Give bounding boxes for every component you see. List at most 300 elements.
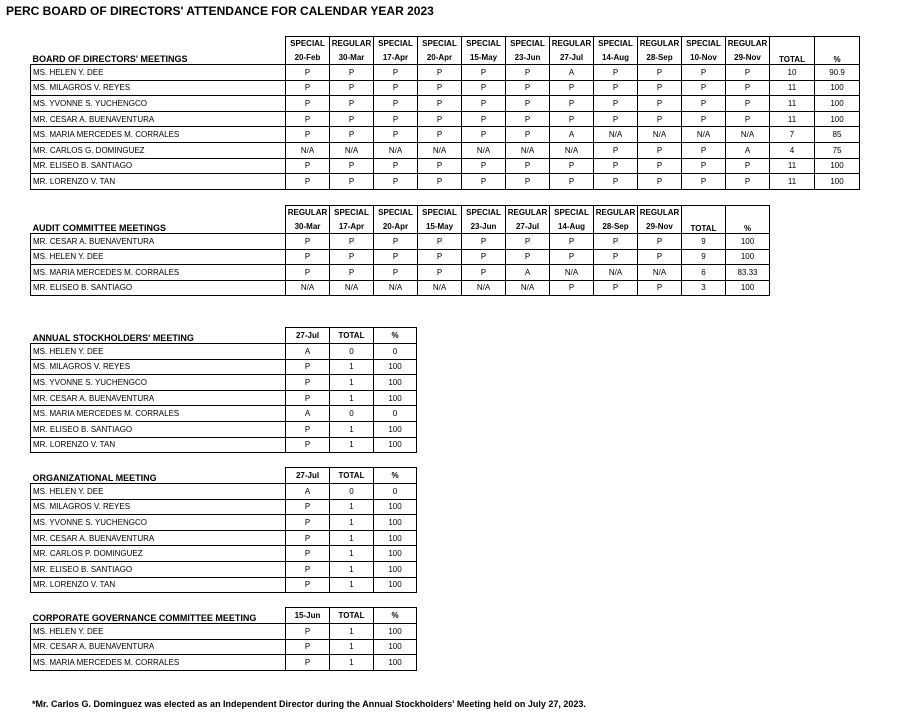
pct-cell: 100: [726, 234, 770, 250]
attendance-cell: P: [286, 546, 330, 562]
header-date-row: [31, 51, 860, 65]
attendance-cell: P: [330, 127, 374, 143]
pct-cell: 85: [815, 127, 860, 143]
total-cell: 1: [330, 530, 374, 546]
total-cell: 6: [682, 265, 726, 281]
attendance-cell: P: [726, 96, 770, 112]
attendance-cell: A: [506, 265, 550, 281]
attendance-cell: P: [506, 127, 550, 143]
table-row: [31, 174, 860, 190]
attendance-cell: P: [462, 158, 506, 174]
total-cell: 1: [330, 437, 374, 453]
total-cell: 1: [330, 515, 374, 531]
attendance-cell: P: [330, 111, 374, 127]
attendance-cell: P: [330, 96, 374, 112]
attendance-cell: P: [682, 142, 726, 158]
attendance-cell: P: [418, 265, 462, 281]
attendance-cell: P: [286, 249, 330, 265]
attendance-cell: P: [550, 234, 594, 250]
attendance-cell: P: [286, 158, 330, 174]
attendance-cell: P: [726, 158, 770, 174]
attendance-cell: P: [638, 111, 682, 127]
attendance-cell: N/A: [506, 280, 550, 296]
attendance-cell: P: [418, 174, 462, 190]
footnote: *Mr. Carlos G. Dominguez was elected as an Independent Director during the Annual Stockholders' Meeting held on July 27, 2023.: [32, 699, 586, 709]
attendance-cell: P: [418, 158, 462, 174]
director-name: MS. MARIA MERCEDES M. CORRALES: [31, 655, 286, 671]
total-cell: 1: [330, 639, 374, 655]
director-name: MR. ELISEO B. SANTIAGO: [31, 280, 286, 296]
meeting-date-header: 28-Sep: [638, 51, 682, 65]
table-row: [31, 561, 417, 577]
attendance-cell: P: [506, 158, 550, 174]
attendance-cell: P: [286, 499, 330, 515]
meeting-date-header: 14-Aug: [550, 220, 594, 234]
attendance-cell: N/A: [462, 280, 506, 296]
meeting-type-header: REGULAR: [638, 37, 682, 51]
attendance-cell: P: [374, 65, 418, 81]
header-blank-cell: [31, 206, 286, 220]
meeting-type-header: SPECIAL: [418, 206, 462, 220]
director-name: MR. LORENZO V. TAN: [31, 437, 286, 453]
total-cell: 1: [330, 624, 374, 640]
table-row: [31, 515, 417, 531]
attendance-cell: P: [594, 142, 638, 158]
table-row: [31, 655, 417, 671]
meeting-date-header: 23-Jun: [462, 220, 506, 234]
attendance-cell: P: [286, 624, 330, 640]
attendance-cell: P: [638, 234, 682, 250]
director-name: MS. MILAGROS V. REYES: [31, 359, 286, 375]
table-title: ANNUAL STOCKHOLDERS' MEETING: [31, 328, 286, 344]
meeting-type-header: SPECIAL: [462, 206, 506, 220]
pct-cell: 100: [374, 515, 417, 531]
attendance-cell: P: [374, 265, 418, 281]
meeting-date-header: 17-Apr: [374, 51, 418, 65]
table-row: [31, 280, 770, 296]
header-type-row: [31, 37, 860, 51]
attendance-cell: P: [286, 577, 330, 593]
table-row: [31, 359, 417, 375]
total-cell: 11: [770, 80, 815, 96]
total-cell: 0: [330, 406, 374, 422]
director-name: MS. YVONNE S. YUCHENGCO: [31, 375, 286, 391]
header-blank-cell: [31, 37, 286, 51]
attendance-cell: P: [286, 390, 330, 406]
meeting-type-header: REGULAR: [726, 37, 770, 51]
attendance-cell: P: [638, 174, 682, 190]
attendance-cell: P: [418, 127, 462, 143]
meeting-type-header: REGULAR: [506, 206, 550, 220]
attendance-cell: P: [726, 111, 770, 127]
meeting-date-header: 27-Jul: [550, 51, 594, 65]
organizational-meeting-table: [30, 467, 417, 593]
attendance-cell: N/A: [726, 127, 770, 143]
pct-cell: 100: [374, 375, 417, 391]
attendance-cell: P: [418, 96, 462, 112]
attendance-cell: P: [638, 280, 682, 296]
meeting-type-header: SPECIAL: [374, 206, 418, 220]
table-row: [31, 437, 417, 453]
attendance-cell: P: [506, 249, 550, 265]
table-row: [31, 158, 860, 174]
attendance-cell: P: [374, 80, 418, 96]
attendance-cell: P: [594, 174, 638, 190]
attendance-cell: P: [286, 437, 330, 453]
attendance-cell: N/A: [506, 142, 550, 158]
board-meetings-table: [30, 36, 860, 190]
table-row: [31, 265, 770, 281]
attendance-cell: P: [462, 234, 506, 250]
total-cell: 1: [330, 359, 374, 375]
director-name: MR. CESAR A. BUENAVENTURA: [31, 530, 286, 546]
attendance-cell: P: [506, 80, 550, 96]
table-title: ORGANIZATIONAL MEETING: [31, 468, 286, 484]
meeting-date-header: 28-Sep: [594, 220, 638, 234]
attendance-cell: P: [594, 96, 638, 112]
director-name: MS. MILAGROS V. REYES: [31, 80, 286, 96]
attendance-cell: P: [550, 174, 594, 190]
attendance-cell: P: [506, 174, 550, 190]
attendance-cell: N/A: [550, 142, 594, 158]
pct-cell: 100: [374, 437, 417, 453]
attendance-cell: P: [594, 80, 638, 96]
attendance-cell: P: [418, 234, 462, 250]
total-cell: 1: [330, 375, 374, 391]
meeting-date-header: 27-Jul: [286, 468, 330, 484]
attendance-cell: P: [550, 80, 594, 96]
table-title: CORPORATE GOVERNANCE COMMITTEE MEETING: [31, 608, 286, 624]
attendance-cell: P: [638, 142, 682, 158]
attendance-cell: N/A: [638, 127, 682, 143]
attendance-cell: N/A: [418, 142, 462, 158]
attendance-cell: N/A: [374, 280, 418, 296]
attendance-cell: P: [638, 65, 682, 81]
attendance-cell: P: [286, 174, 330, 190]
attendance-cell: P: [462, 127, 506, 143]
total-header: TOTAL: [330, 608, 374, 624]
pct-cell: 100: [815, 96, 860, 112]
director-name: MS. HELEN Y. DEE: [31, 624, 286, 640]
total-cell: 1: [330, 390, 374, 406]
attendance-cell: P: [286, 65, 330, 81]
pct-header: %: [374, 608, 417, 624]
total-cell: 7: [770, 127, 815, 143]
pct-cell: 100: [726, 280, 770, 296]
table-row: [31, 344, 417, 360]
attendance-cell: P: [330, 249, 374, 265]
director-name: MS. HELEN Y. DEE: [31, 344, 286, 360]
pct-header: %: [374, 468, 417, 484]
header-date-row: [31, 220, 770, 234]
director-name: MS. MARIA MERCEDES M. CORRALES: [31, 406, 286, 422]
director-name: MR. CARLOS G. DOMINGUEZ: [31, 142, 286, 158]
total-header: TOTAL: [770, 37, 815, 65]
meeting-type-header: REGULAR: [550, 37, 594, 51]
attendance-cell: P: [330, 80, 374, 96]
attendance-cell: P: [462, 265, 506, 281]
pct-cell: 100: [374, 577, 417, 593]
attendance-cell: P: [638, 249, 682, 265]
meeting-date-header: 15-May: [418, 220, 462, 234]
attendance-cell: P: [726, 80, 770, 96]
pct-cell: 0: [374, 344, 417, 360]
meeting-type-header: SPECIAL: [682, 37, 726, 51]
attendance-cell: P: [286, 359, 330, 375]
attendance-cell: P: [286, 375, 330, 391]
director-name: MS. YVONNE S. YUCHENGCO: [31, 515, 286, 531]
attendance-cell: P: [506, 96, 550, 112]
pct-cell: 100: [815, 158, 860, 174]
meeting-date-header: 10-Nov: [682, 51, 726, 65]
attendance-cell: P: [594, 111, 638, 127]
attendance-cell: P: [418, 111, 462, 127]
attendance-cell: N/A: [594, 127, 638, 143]
director-name: MS. MARIA MERCEDES M. CORRALES: [31, 127, 286, 143]
attendance-cell: N/A: [418, 280, 462, 296]
table-row: [31, 546, 417, 562]
total-cell: 1: [330, 499, 374, 515]
director-name: MR. CESAR A. BUENAVENTURA: [31, 234, 286, 250]
director-name: MR. CESAR A. BUENAVENTURA: [31, 639, 286, 655]
attendance-cell: P: [462, 65, 506, 81]
meeting-date-header: 15-May: [462, 51, 506, 65]
pct-cell: 100: [374, 530, 417, 546]
attendance-cell: P: [286, 530, 330, 546]
attendance-cell: P: [374, 158, 418, 174]
attendance-cell: P: [638, 158, 682, 174]
table-row: [31, 375, 417, 391]
attendance-cell: P: [550, 158, 594, 174]
attendance-cell: N/A: [330, 280, 374, 296]
total-cell: 1: [330, 577, 374, 593]
pct-cell: 75: [815, 142, 860, 158]
attendance-cell: P: [286, 265, 330, 281]
pct-cell: 100: [815, 174, 860, 190]
total-cell: 10: [770, 65, 815, 81]
table-row: [31, 421, 417, 437]
attendance-cell: P: [726, 65, 770, 81]
attendance-cell: P: [462, 174, 506, 190]
attendance-cell: P: [418, 65, 462, 81]
table-row: [31, 80, 860, 96]
meeting-date-header: 14-Aug: [594, 51, 638, 65]
meeting-type-header: REGULAR: [330, 37, 374, 51]
attendance-cell: P: [374, 249, 418, 265]
attendance-cell: P: [330, 234, 374, 250]
pct-cell: 0: [374, 484, 417, 500]
total-header: TOTAL: [330, 468, 374, 484]
pct-cell: 100: [374, 546, 417, 562]
meeting-date-header: 23-Jun: [506, 51, 550, 65]
attendance-cell: N/A: [550, 265, 594, 281]
table-row: [31, 577, 417, 593]
attendance-cell: N/A: [594, 265, 638, 281]
attendance-cell: P: [682, 96, 726, 112]
attendance-cell: A: [550, 127, 594, 143]
director-name: MS. HELEN Y. DEE: [31, 484, 286, 500]
attendance-cell: N/A: [638, 265, 682, 281]
pct-cell: 100: [374, 639, 417, 655]
meeting-type-header: REGULAR: [594, 206, 638, 220]
attendance-cell: P: [638, 96, 682, 112]
attendance-cell: P: [462, 111, 506, 127]
total-cell: 9: [682, 249, 726, 265]
total-cell: 1: [330, 561, 374, 577]
pct-header: %: [374, 328, 417, 344]
meeting-type-header: SPECIAL: [506, 37, 550, 51]
meeting-date-header: 29-Nov: [638, 220, 682, 234]
table-row: [31, 639, 417, 655]
meeting-date-header: 30-Mar: [330, 51, 374, 65]
attendance-cell: P: [374, 96, 418, 112]
total-cell: 11: [770, 174, 815, 190]
director-name: MR. ELISEO B. SANTIAGO: [31, 561, 286, 577]
attendance-cell: N/A: [374, 142, 418, 158]
attendance-cell: P: [374, 174, 418, 190]
director-name: MR. LORENZO V. TAN: [31, 174, 286, 190]
meeting-date-header: 20-Feb: [286, 51, 330, 65]
total-cell: 1: [330, 421, 374, 437]
meeting-date-header: 17-Apr: [330, 220, 374, 234]
attendance-cell: P: [330, 158, 374, 174]
attendance-cell: P: [330, 265, 374, 281]
total-cell: 11: [770, 96, 815, 112]
pct-cell: 100: [374, 561, 417, 577]
attendance-cell: P: [418, 249, 462, 265]
attendance-cell: P: [594, 65, 638, 81]
table-row: [31, 142, 860, 158]
meeting-type-header: SPECIAL: [462, 37, 506, 51]
pct-cell: 100: [374, 655, 417, 671]
table-row: [31, 111, 860, 127]
header-row: [31, 468, 417, 484]
attendance-cell: P: [286, 127, 330, 143]
table-row: [31, 234, 770, 250]
pct-cell: 100: [374, 624, 417, 640]
pct-cell: 0: [374, 406, 417, 422]
attendance-cell: P: [594, 280, 638, 296]
attendance-cell: P: [550, 249, 594, 265]
meeting-type-header: SPECIAL: [374, 37, 418, 51]
total-cell: 1: [330, 546, 374, 562]
director-name: MS. HELEN Y. DEE: [31, 249, 286, 265]
table-row: [31, 406, 417, 422]
attendance-cell: P: [682, 80, 726, 96]
director-name: MR. CESAR A. BUENAVENTURA: [31, 111, 286, 127]
table-row: [31, 499, 417, 515]
attendance-cell: P: [550, 280, 594, 296]
pct-header: %: [726, 206, 770, 234]
total-cell: 1: [330, 655, 374, 671]
attendance-cell: P: [418, 80, 462, 96]
director-name: MR. LORENZO V. TAN: [31, 577, 286, 593]
attendance-cell: P: [506, 111, 550, 127]
director-name: MS. YVONNE S. YUCHENGCO: [31, 96, 286, 112]
audit-committee-table: [30, 205, 770, 296]
pct-header: %: [815, 37, 860, 65]
meeting-type-header: REGULAR: [286, 206, 330, 220]
attendance-cell: A: [550, 65, 594, 81]
total-cell: 0: [330, 344, 374, 360]
pct-cell: 100: [815, 111, 860, 127]
meeting-date-header: 30-Mar: [286, 220, 330, 234]
attendance-cell: P: [286, 234, 330, 250]
table-row: [31, 530, 417, 546]
director-name: MS. HELEN Y. DEE: [31, 65, 286, 81]
header-type-row: [31, 206, 770, 220]
attendance-cell: P: [594, 249, 638, 265]
table-row: [31, 65, 860, 81]
meeting-type-header: SPECIAL: [286, 37, 330, 51]
director-name: MR. CESAR A. BUENAVENTURA: [31, 390, 286, 406]
total-header: TOTAL: [682, 206, 726, 234]
attendance-cell: P: [286, 655, 330, 671]
attendance-cell: P: [286, 96, 330, 112]
attendance-cell: P: [374, 234, 418, 250]
meeting-date-header: 20-Apr: [418, 51, 462, 65]
attendance-cell: P: [726, 174, 770, 190]
pct-cell: 100: [726, 249, 770, 265]
meeting-type-header: REGULAR: [638, 206, 682, 220]
pct-cell: 90.9: [815, 65, 860, 81]
attendance-cell: P: [550, 96, 594, 112]
table-row: [31, 390, 417, 406]
attendance-cell: P: [286, 515, 330, 531]
meeting-date-header: 20-Apr: [374, 220, 418, 234]
attendance-cell: A: [286, 484, 330, 500]
attendance-cell: P: [462, 249, 506, 265]
attendance-cell: P: [286, 111, 330, 127]
table-row: [31, 127, 860, 143]
pct-cell: 100: [374, 421, 417, 437]
total-cell: 9: [682, 234, 726, 250]
attendance-cell: P: [682, 111, 726, 127]
attendance-cell: N/A: [286, 280, 330, 296]
director-name: MR. ELISEO B. SANTIAGO: [31, 158, 286, 174]
meeting-date-header: 27-Jul: [506, 220, 550, 234]
table-title: BOARD OF DIRECTORS' MEETINGS: [31, 51, 286, 65]
table-row: [31, 484, 417, 500]
attendance-cell: N/A: [286, 142, 330, 158]
attendance-cell: P: [550, 111, 594, 127]
attendance-cell: N/A: [682, 127, 726, 143]
total-cell: 4: [770, 142, 815, 158]
attendance-cell: P: [462, 96, 506, 112]
attendance-cell: P: [286, 639, 330, 655]
document-title: PERC BOARD OF DIRECTORS' ATTENDANCE FOR CALENDAR YEAR 2023: [6, 4, 434, 18]
attendance-cell: P: [682, 174, 726, 190]
total-cell: 11: [770, 158, 815, 174]
meeting-type-header: SPECIAL: [594, 37, 638, 51]
attendance-cell: P: [594, 234, 638, 250]
pct-cell: 83.33: [726, 265, 770, 281]
attendance-cell: P: [638, 80, 682, 96]
attendance-cell: N/A: [462, 142, 506, 158]
director-name: MR. CARLOS P. DOMINGUEZ: [31, 546, 286, 562]
table-row: [31, 624, 417, 640]
header-row: [31, 608, 417, 624]
attendance-cell: P: [286, 421, 330, 437]
meeting-date-header: 15-Jun: [286, 608, 330, 624]
director-name: MS. MARIA MERCEDES M. CORRALES: [31, 265, 286, 281]
attendance-cell: P: [374, 111, 418, 127]
attendance-cell: A: [286, 344, 330, 360]
attendance-cell: P: [682, 158, 726, 174]
table-row: [31, 96, 860, 112]
total-cell: 11: [770, 111, 815, 127]
attendance-cell: A: [286, 406, 330, 422]
